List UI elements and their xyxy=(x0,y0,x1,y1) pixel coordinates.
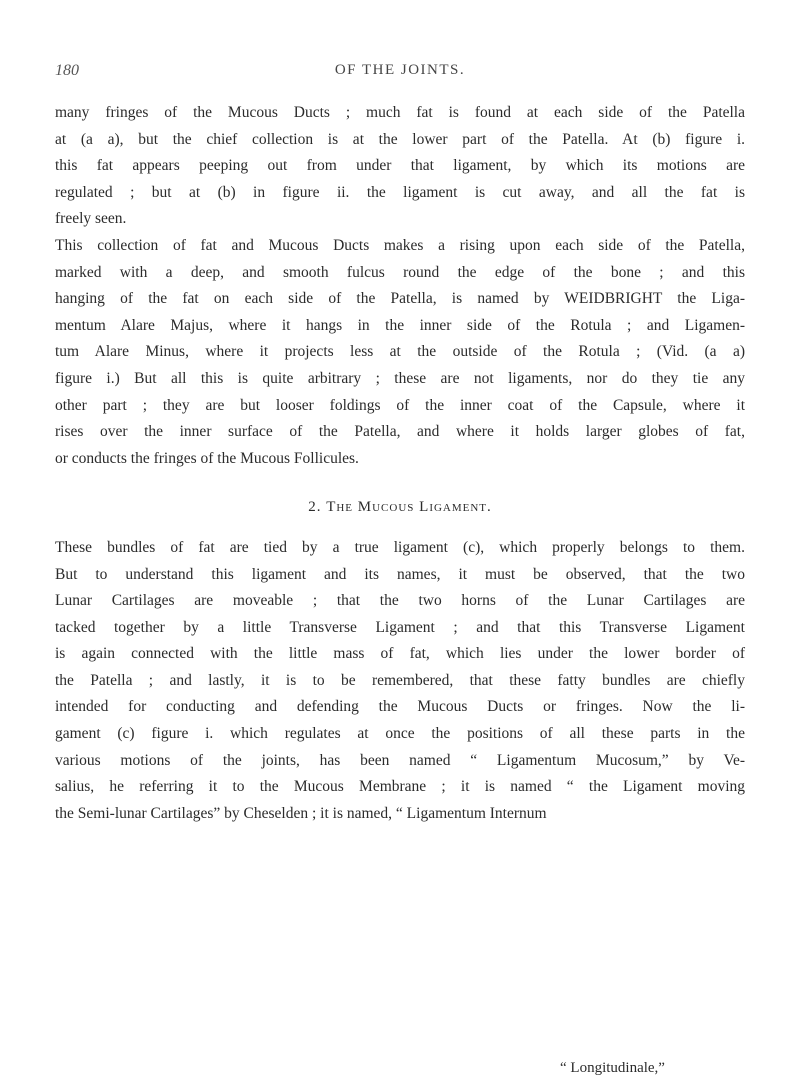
text-line: gament (c) figure i. which regulates at once the positions of all these parts in the xyxy=(55,725,745,743)
text-line: many fringes of the Mucous Ducts ; much fat is found at each side of the Patella xyxy=(55,104,745,121)
text-line: the Semi-lunar Cartilages” by Cheselden ; it is named, “ Ligamentum Internum xyxy=(55,804,547,822)
text-line: But to understand this ligament and its names, it must be observed, that the two xyxy=(55,565,745,583)
text-line: Lunar Cartilages are moveable ; that the two horns of the Lunar Cartilages are xyxy=(55,592,745,610)
text-line: tum Alare Minus, where it projects less at the outside of the Rotula ; (Vid. (a a) xyxy=(55,343,745,361)
text-line: marked with a deep, and smooth fulcus round the edge of the bone ; and this xyxy=(55,263,745,281)
text-line: figure i.) But all this is quite arbitrary ; these are not ligaments, nor do they tie any xyxy=(55,369,745,387)
paragraph-3 xyxy=(55,535,745,828)
paragraph-1 xyxy=(55,100,745,233)
text-line: hanging of the fat on each side of the Patella, is named by WEIDBRIGHT the Liga- xyxy=(55,290,745,308)
running-head xyxy=(55,62,745,86)
text-line: intended for conducting and defending the Mucous Ducts or fringes. Now the li- xyxy=(55,698,745,716)
catchword: “ Longitudinale,” xyxy=(560,1060,665,1076)
section-title: The Mucous Ligament. xyxy=(326,499,492,516)
text-line: this fat appears peeping out from under that ligament, by which its motions are xyxy=(55,157,745,175)
section-heading xyxy=(55,494,745,521)
text-line: or conducts the fringes of the Mucous Follicules. xyxy=(55,449,359,467)
body-text xyxy=(55,100,745,827)
text-line: various motions of the joints, has been named “ Ligamentum Mucosum,” by Ve- xyxy=(55,751,745,769)
text-line: These bundles of fat are tied by a true ligament (c), which properly belongs to them. xyxy=(55,538,745,556)
text-line: at (a a), but the chief collection is at the lower part of the Patella. At (b) figure i. xyxy=(55,130,745,148)
text-line: rises over the inner surface of the Patella, and where it holds larger globes of fat, xyxy=(55,423,745,441)
section-number: 2. xyxy=(308,499,322,516)
paragraph-2 xyxy=(55,233,745,472)
page-number: 180 xyxy=(55,62,79,79)
text-line: freely seen. xyxy=(55,210,127,228)
text-line: This collection of fat and Mucous Ducts makes a rising upon each side of the Patella, xyxy=(55,236,745,254)
text-line: salius, he referring it to the Mucous Membrane ; it is named “ the Ligament moving xyxy=(55,778,745,796)
text-line: other part ; they are but looser foldings of the inner coat of the Capsule, where it xyxy=(55,396,745,414)
text-line: tacked together by a little Transverse Ligament ; and that this Transverse Ligament xyxy=(55,618,745,636)
running-title: OF THE JOINTS. xyxy=(334,62,466,78)
text-line: mentum Alare Majus, where it hangs in the inner side of the Rotula ; and Ligamen- xyxy=(55,316,745,334)
text-line: regulated ; but at (b) in figure ii. the ligament is cut away, and all the fat is xyxy=(55,183,745,201)
text-line: the Patella ; and lastly, it is to be remembered, that these fatty bundles are chiefly xyxy=(55,671,745,689)
text-line: is again connected with the little mass of fat, which lies under the lower border of xyxy=(55,645,745,663)
